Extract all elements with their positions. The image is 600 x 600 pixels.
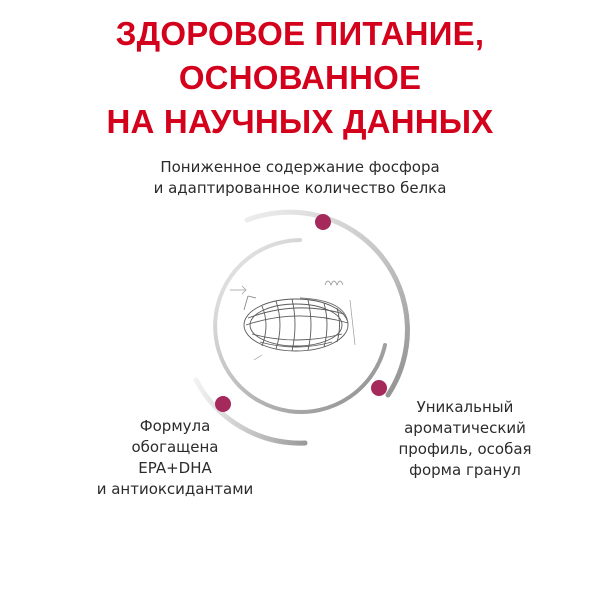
benefit-left-line-4: и антиоксидантами — [96, 480, 254, 498]
benefit-right-line-1: Уникальный — [416, 398, 514, 416]
headline-line-1: ЗДОРОВОЕ ПИТАНИЕ, ОСНОВАННОЕ — [115, 15, 485, 96]
benefit-aroma-kibble — [380, 397, 550, 481]
headline-line-2: НА НАУЧНЫХ ДАННЫХ — [106, 103, 494, 140]
benefit-left-line-3: EPA+DHA — [138, 459, 212, 477]
benefit-phosphorus-protein — [150, 157, 450, 199]
benefit-left-line-2: обогащена — [131, 438, 219, 456]
dot-right — [371, 380, 387, 396]
benefit-right-line-2: ароматический — [404, 419, 526, 437]
inner-ring-arc-left — [215, 240, 385, 412]
kibble-sketch-icon — [230, 281, 355, 360]
benefit-right-line-4: форма гранул — [409, 461, 521, 479]
benefit-top-line-1: Пониженное содержание фосфора — [160, 158, 440, 176]
benefit-right-line-3: профиль, особая — [398, 440, 532, 458]
outer-ring-arc — [247, 212, 407, 395]
dot-top — [315, 214, 331, 230]
dot-left — [215, 396, 231, 412]
benefit-top-line-2: и адаптированное количество белка — [153, 179, 447, 197]
benefit-left-line-1: Формула — [139, 417, 211, 435]
benefit-epa-dha — [60, 416, 290, 500]
